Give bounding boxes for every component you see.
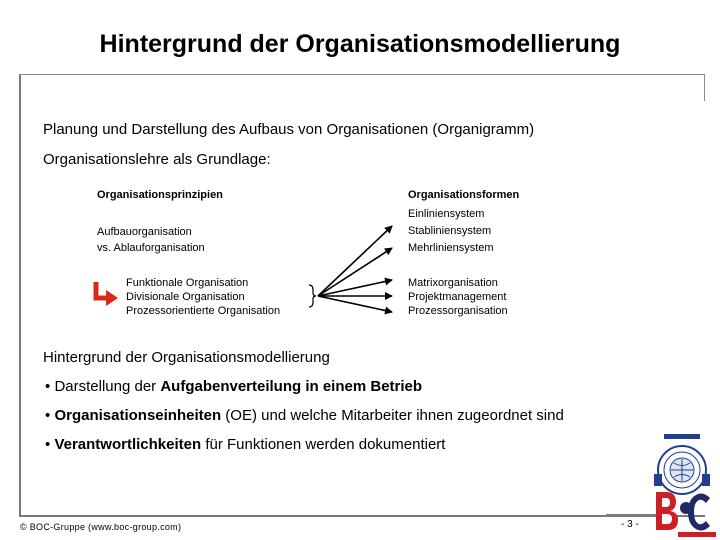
fan-arrow-5 [318,296,392,312]
bullet-2 [45,407,564,424]
bullet-3-text: für Funktionen werden dokumentiert [201,436,446,453]
corner-arrow-icon [96,282,118,306]
right-group-1-item-1: Einliniensystem [408,208,485,220]
university-seal-icon [654,434,710,494]
section-heading: Hintergrund der Organisationsmodellierung [43,349,330,366]
slide-title: Hintergrund der Organisationsmodellierung [99,30,621,58]
bullet-2-text: (OE) und welche Mitarbeiter ihnen zugeordnet sind [221,407,564,424]
left-item-1-line-1: Aufbauorganisation [97,226,192,238]
left-header: Organisationsprinzipien [97,189,223,201]
bullet-marker: • [45,436,51,453]
bullet-1-text: Darstellung der [54,378,161,395]
intro-line-1: Planung und Darstellung des Aufbaus von Organisationen (Organigramm) [43,121,535,138]
bullet-3 [45,436,445,453]
bullet-1-bold: Aufgabenverteilung in einem Betrieb [160,378,423,395]
bullet-2-bold: Organisationseinheiten [54,407,222,424]
bullet-marker: • [45,378,51,395]
left-sub-item-3: Prozessorientierte Organisation [126,305,281,317]
left-item-1-line-2: vs. Ablauforganisation [97,242,205,254]
bullet-marker: • [45,407,51,424]
right-group-2-item-3: Prozessorganisation [408,305,508,317]
right-group-2-item-1: Matrixorganisation [408,277,498,289]
fan-arrows [318,226,392,312]
page-number: - 3 - [621,519,639,530]
footer-copyright: © BOC-Gruppe (www.boc-group.com) [20,522,182,532]
left-sub-item-2: Divisionale Organisation [126,291,245,303]
right-group-1-item-2: Stabliniensystem [408,225,492,237]
fan-arrow-1 [318,226,392,296]
right-group-2-item-2: Projektmanagement [408,291,507,303]
boc-mark-icon [656,492,716,537]
boc-logo-icon [652,428,718,540]
left-sub-item-1: Funktionale Organisation [126,277,249,289]
bullet-3-bold: Verantwortlichkeiten [54,436,202,453]
right-group-1-item-3: Mehrliniensystem [408,242,494,254]
brace-icon [309,285,316,307]
intro-line-2: Organisationslehre als Grundlage: [43,151,271,168]
bullet-1 [45,378,422,395]
right-header: Organisationsformen [408,189,520,201]
